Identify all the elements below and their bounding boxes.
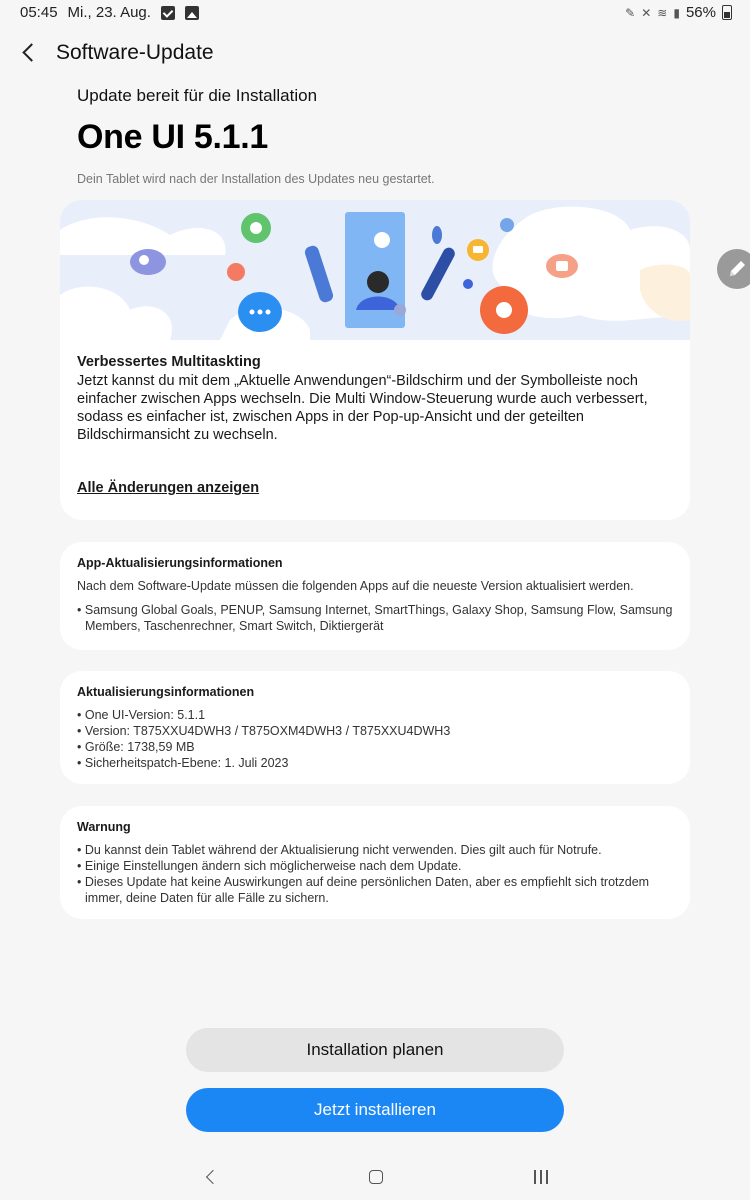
back-button[interactable] (14, 38, 44, 68)
nav-recent-apps-button[interactable] (527, 1164, 555, 1192)
app-update-info-card (60, 542, 690, 650)
all-changes-link[interactable]: Alle Änderungen anzeigen (77, 480, 260, 496)
pen-icon: ✎ (625, 5, 636, 20)
list-item: • Version: T875XXU4DWH3 / T875OXM4DWH3 / T875XXU4DWH3 (77, 723, 673, 739)
schedule-installation-button[interactable]: Installation planen (186, 1028, 564, 1072)
warning-list (77, 842, 673, 906)
app-update-info-title: App-Aktualisierungsinformationen (77, 556, 283, 570)
feature-illustration (60, 200, 690, 340)
list-item: • Einige Einstellungen ändern sich möglicherweise nach dem Update. (77, 858, 673, 874)
app-header (0, 36, 750, 72)
update-info-list (77, 707, 673, 771)
checkbox-notification-icon (161, 6, 175, 20)
version-title: One UI 5.1.1 (77, 118, 269, 156)
battery-level: 56% (685, 4, 716, 21)
restart-note: Dein Tablet wird nach der Installation des Updates neu gestartet. (77, 172, 435, 186)
nav-home-button[interactable] (362, 1164, 390, 1192)
status-bar (0, 0, 750, 26)
update-info-title: Aktualisierungsinformationen (77, 685, 255, 699)
battery-icon (722, 5, 732, 20)
status-time: 05:45 (20, 4, 58, 21)
feature-text: Jetzt kannst du mit dem „Aktuelle Anwendungen“-Bildschirm und der Symbolleiste noch einfacher zwischen Apps wechseln. Die Multi Window-Steuerung wurde auch verbessert, sodass es einfacher ist, zwischen Apps in der Pop-up-Ansicht und der geteilten Bildschirmansicht zu wechseln. (77, 373, 648, 443)
list-item: • Dieses Update hat keine Auswirkungen auf deine persönlichen Daten, aber es empfiehlt sich trotzdem immer, deine Daten für alle Fälle zu sichern. (77, 874, 673, 906)
app-update-info-text: Nach dem Software-Update müssen die folgenden Apps auf die neueste Version aktualisiert werden. (77, 579, 634, 593)
system-navigation-bar (0, 1158, 750, 1194)
feature-heading: Verbessertes Multitaskting (77, 354, 261, 370)
mute-icon: ✕ (641, 5, 652, 20)
list-item: • Samsung Global Goals, PENUP, Samsung Internet, SmartThings, Galaxy Shop, Samsung Flow, Samsung Members, Taschenrechner, Smart Switch, Diktiergerät (77, 602, 673, 634)
update-intro (77, 86, 697, 186)
app-list (77, 602, 673, 634)
list-item: • One UI-Version: 5.1.1 (77, 707, 673, 723)
warning-card (60, 806, 690, 919)
feature-card (60, 200, 690, 520)
page-title: Software-Update (56, 41, 214, 64)
edit-floating-button[interactable] (717, 249, 750, 289)
update-status-text: Update bereit für die Installation (77, 86, 318, 105)
install-now-button[interactable]: Jetzt installieren (186, 1088, 564, 1132)
warning-title: Warnung (77, 820, 131, 834)
feature-description (77, 354, 677, 444)
wifi-icon: ≋ (657, 5, 668, 20)
pencil-icon (717, 249, 750, 289)
list-item: • Du kannst dein Tablet während der Aktualisierung nicht verwenden. Dies gilt auch für Notrufe. (77, 842, 673, 858)
update-info-card (60, 671, 690, 784)
gallery-notification-icon (185, 6, 199, 20)
signal-icon: ▮ (673, 5, 680, 20)
list-item: • Sicherheitspatch-Ebene: 1. Juli 2023 (77, 755, 673, 771)
nav-back-button[interactable] (197, 1164, 225, 1192)
status-date: Mi., 23. Aug. (67, 4, 151, 21)
list-item: • Größe: 1738,59 MB (77, 739, 673, 755)
